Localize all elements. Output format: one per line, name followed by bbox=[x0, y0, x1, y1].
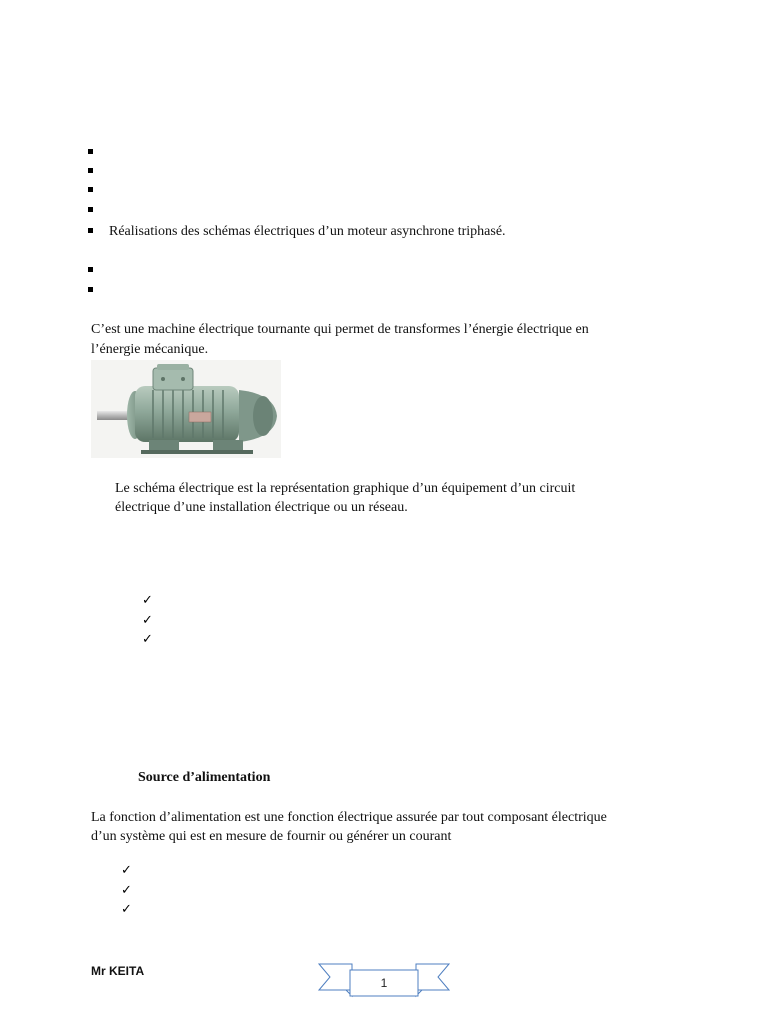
bullet-marker bbox=[88, 207, 93, 212]
power-definition-line-1: La fonction d’alimentation est une fonction électrique assurée par tout composant électrique bbox=[91, 810, 607, 825]
bullet-text: Réalisations des schémas électriques d’un moteur asynchrone triphasé. bbox=[109, 224, 506, 239]
checkmark-icon: ✓ bbox=[142, 593, 153, 608]
bullet-marker bbox=[88, 267, 93, 272]
electric-motor-icon bbox=[91, 360, 281, 458]
schema-definition-line-1: Le schéma électrique est la représentation graphique d’un équipement d’un circuit bbox=[115, 481, 576, 496]
page-number: 1 bbox=[380, 976, 388, 990]
motor-definition-line-2: l’énergie mécanique. bbox=[91, 342, 209, 357]
footer-author: Mr KEITA bbox=[91, 964, 145, 978]
section-heading: Source d’alimentation bbox=[138, 770, 271, 785]
electric-motor-image bbox=[91, 360, 281, 458]
checkmark-icon: ✓ bbox=[142, 613, 153, 628]
checkmark-icon: ✓ bbox=[121, 863, 132, 878]
bullet-marker bbox=[88, 187, 93, 192]
bullet-marker bbox=[88, 287, 93, 292]
bullet-marker bbox=[88, 149, 93, 154]
bullet-marker bbox=[88, 228, 93, 233]
page-number-ribbon bbox=[318, 962, 450, 998]
motor-definition-line-1: C’est une machine électrique tournante qui permet de transformes l’énergie électrique en bbox=[91, 322, 589, 337]
bullet-marker bbox=[88, 168, 93, 173]
power-definition-line-2: d’un système qui est en mesure de fournir ou générer un courant bbox=[91, 829, 452, 844]
checkmark-icon: ✓ bbox=[121, 883, 132, 898]
checkmark-icon: ✓ bbox=[142, 632, 153, 647]
checkmark-icon: ✓ bbox=[121, 902, 132, 917]
schema-definition-line-2: électrique d’une installation électrique ou un réseau. bbox=[115, 500, 408, 515]
